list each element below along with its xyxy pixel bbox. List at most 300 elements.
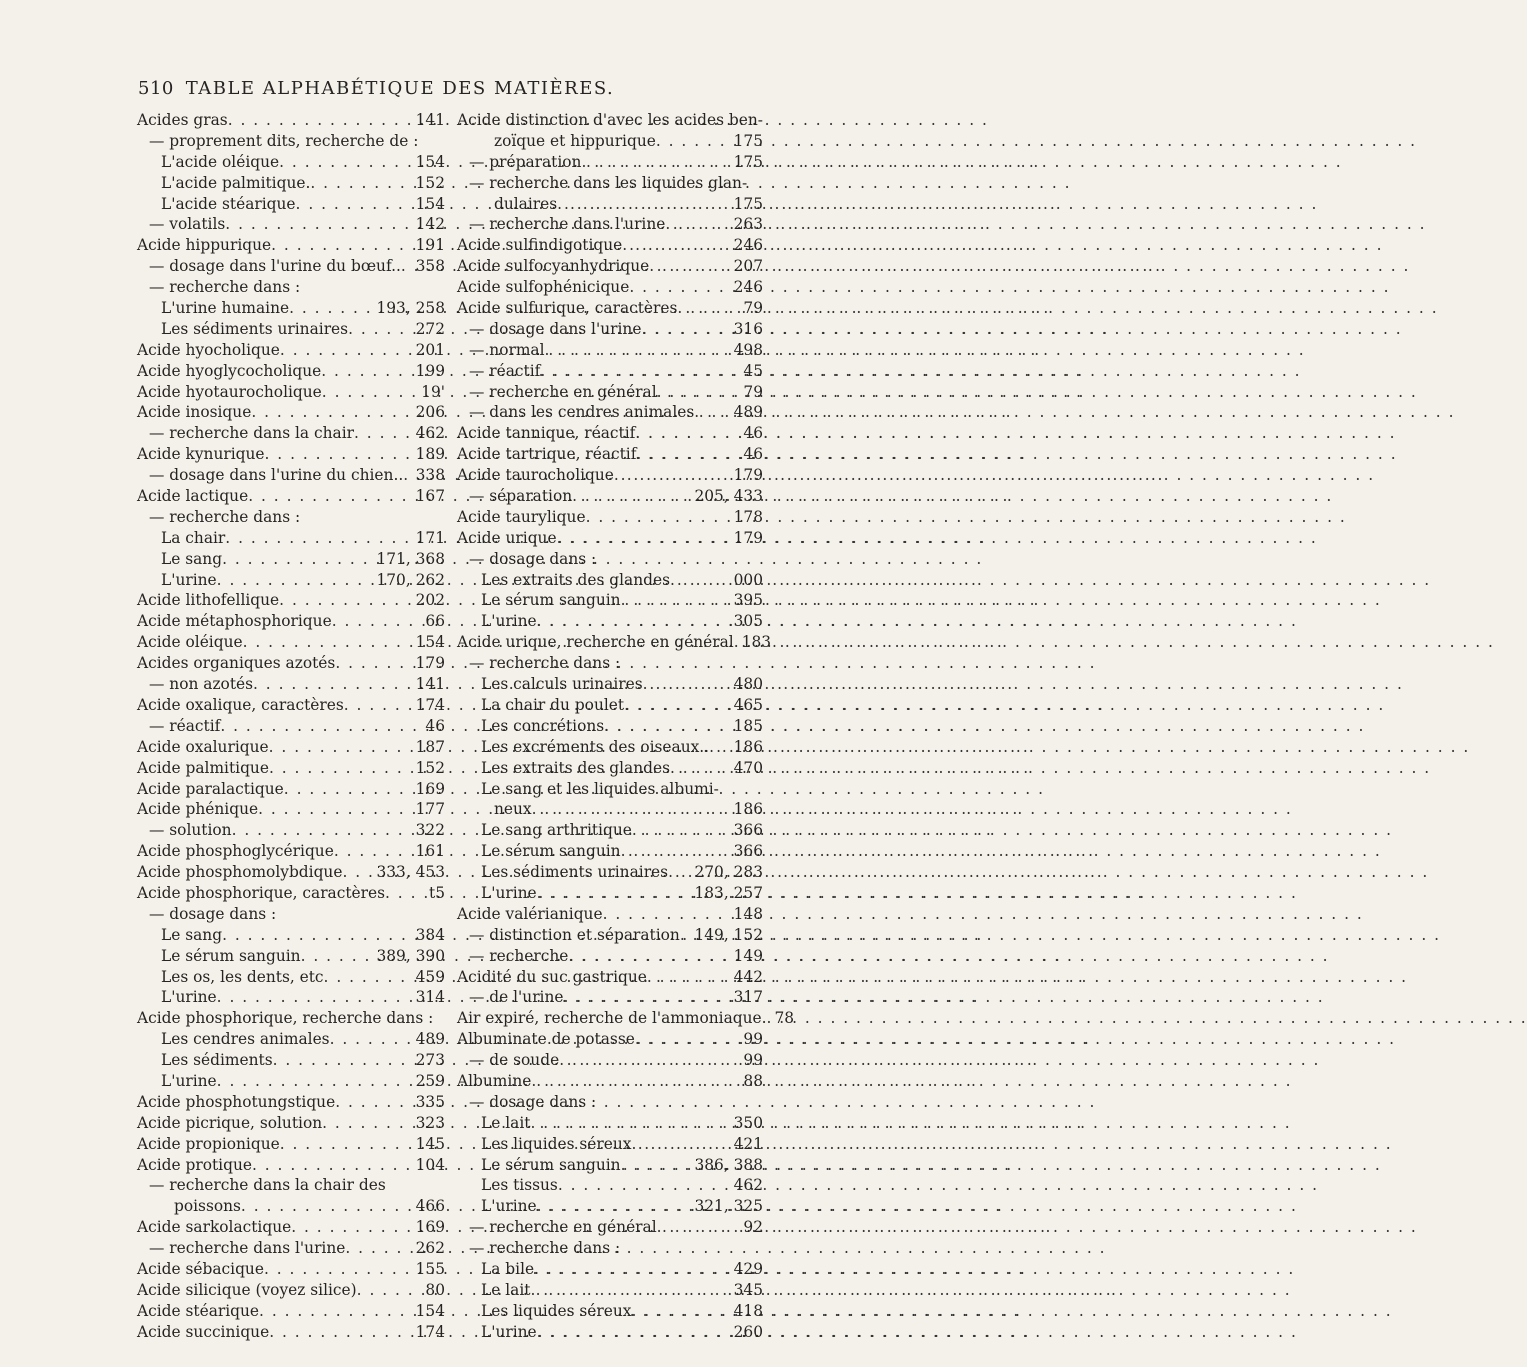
entry-text: Acide valérianique — [457, 904, 603, 923]
index-entry — [137, 1322, 445, 1343]
dot-leader — [354, 423, 412, 444]
dot-leader — [232, 820, 412, 841]
entry-page-number: 322 — [415, 821, 445, 840]
index-entry — [137, 277, 445, 298]
dot-leader — [635, 423, 739, 444]
entry-text: — recherche dans : — [469, 654, 621, 673]
dot-leader — [621, 841, 730, 862]
entry-text: Albuminate de potasse — [457, 1030, 635, 1049]
dot-leader — [225, 214, 411, 235]
entry-page-number: 395 — [733, 591, 763, 610]
entry-page-number: 167 — [415, 487, 445, 506]
index-entry — [457, 1259, 763, 1280]
entry-page-number: 183, 257 — [694, 883, 763, 902]
index-entry — [137, 361, 445, 382]
entry-text: L'urine — [481, 612, 537, 631]
dot-leader — [643, 674, 730, 695]
index-entry — [457, 465, 763, 486]
dot-leader — [677, 298, 739, 319]
dot-leader — [537, 1322, 730, 1343]
entry-page-number: 338 — [415, 466, 445, 485]
entry-page-number: 179 — [733, 528, 763, 547]
entry-text: La chair — [161, 528, 226, 547]
dot-leader — [269, 1322, 411, 1343]
dot-leader — [641, 319, 729, 340]
dot-leader — [348, 319, 412, 340]
dot-leader — [243, 632, 412, 653]
entry-text: Les sédiments — [161, 1051, 273, 1070]
entry-page-number: 418 — [733, 1301, 763, 1320]
entry-text: Les calculs urinaires — [481, 675, 643, 694]
entry-text: Acide sulfophénicique — [457, 278, 630, 297]
index-entry — [137, 904, 445, 925]
entry-page-number: 179 — [415, 654, 445, 673]
dot-leader — [222, 549, 372, 570]
index-entry — [137, 1029, 445, 1050]
entry-page-number: 186 — [733, 737, 763, 756]
entry-text: Acide phosphotungstique — [137, 1092, 336, 1111]
entry-text: neux — [494, 800, 532, 819]
entry-page-number: 333, 453 — [376, 863, 445, 882]
entry-text: Les concrétions — [481, 716, 605, 735]
entry-page-number: 207 — [733, 257, 763, 276]
entry-text: L'urine — [481, 1322, 537, 1341]
index-entry — [137, 1238, 445, 1259]
entry-page-number: 46 — [743, 445, 763, 464]
entry-page-number: 169 — [415, 1218, 445, 1237]
entry-text: Le sérum sanguin — [161, 946, 301, 965]
entry-page-number: 386, 388 — [694, 1155, 763, 1174]
index-entry — [137, 1259, 445, 1280]
dot-leader — [614, 465, 730, 486]
index-entry — [137, 486, 445, 507]
entry-page-number: 154 — [415, 633, 445, 652]
dot-leader — [291, 1217, 411, 1238]
dot-leader — [271, 235, 411, 256]
index-entry — [457, 946, 763, 967]
dot-leader — [622, 235, 729, 256]
entry-text: Acides gras — [137, 111, 228, 129]
dot-leader — [284, 779, 412, 800]
entry-page-number: 199 — [415, 361, 445, 380]
entry-text: — dosage dans l'urine — [469, 319, 642, 338]
entry-page-number: 183 — [741, 633, 772, 652]
index-column-right — [457, 110, 795, 1343]
index-entry — [457, 695, 763, 716]
entry-text: L'urine — [481, 883, 537, 902]
index-entry — [137, 632, 445, 653]
dot-leader — [403, 465, 411, 486]
entry-page-number: 321, 325 — [694, 1197, 763, 1216]
dot-leader — [537, 611, 730, 632]
index-entry — [137, 1113, 445, 1134]
entry-text: — recherche dans la chair — [149, 424, 354, 443]
dot-leader — [694, 402, 729, 423]
entry-text: Les cendres animales — [161, 1030, 330, 1049]
entry-text: — normal — [469, 340, 545, 359]
index-entry — [137, 758, 445, 779]
entry-text: — réactif — [469, 361, 541, 380]
index-entry — [457, 152, 763, 173]
dot-leader — [532, 799, 730, 820]
entry-text: — non azotés — [149, 675, 254, 694]
index-entry — [457, 779, 763, 800]
entry-page-number: 462 — [415, 424, 445, 443]
entry-text: Acide protique — [137, 1155, 252, 1174]
index-entry — [137, 528, 445, 549]
entry-text: Le lait — [481, 1280, 531, 1299]
index-entry — [137, 152, 445, 173]
index-entry — [457, 1092, 763, 1113]
index-entry — [137, 465, 445, 486]
running-title: TABLE ALPHABÉTIQUE DES MATIÈRES. — [185, 78, 615, 99]
entry-text: — recherche en général — [469, 1218, 657, 1237]
dot-leader — [279, 152, 411, 173]
dot-leader — [680, 925, 691, 946]
dot-leader — [647, 967, 730, 988]
entry-page-number: t5 — [429, 883, 445, 902]
entry-page-number: 316 — [733, 319, 763, 338]
entry-text: Acide hyotaurocholique — [137, 382, 322, 401]
index-entry — [457, 987, 763, 1008]
entry-page-number: 149, 152 — [694, 925, 763, 944]
entry-page-number: 154 — [415, 152, 445, 171]
dot-leader — [217, 570, 373, 591]
entry-page-number: 88 — [743, 1071, 763, 1090]
dot-leader — [335, 1092, 411, 1113]
index-entry — [137, 1217, 445, 1238]
entry-text: — recherche en général — [469, 382, 657, 401]
entry-text: Les liquides séreux — [481, 1301, 632, 1320]
dot-leader — [273, 1050, 412, 1071]
entry-text: Le sang arthritique — [481, 821, 632, 840]
entry-page-number: 145 — [415, 1134, 445, 1153]
index-entry — [457, 1301, 763, 1322]
dot-leader — [657, 382, 740, 403]
entry-text: Acide sulfocyanhydrique — [457, 257, 650, 276]
entry-page-number: 152 — [415, 173, 445, 192]
entry-page-number: 335 — [415, 1092, 445, 1111]
dot-leader — [668, 862, 690, 883]
dot-leader — [621, 1155, 691, 1176]
index-entry — [457, 1008, 795, 1029]
entry-text: L'urine humaine — [161, 299, 290, 318]
index-entry — [457, 382, 763, 403]
dot-leader — [289, 298, 372, 319]
index-entry — [457, 653, 763, 674]
dot-leader — [324, 967, 412, 988]
entry-text: — de l'urine — [469, 988, 564, 1007]
entry-text: — volatils — [149, 215, 226, 234]
entry-text: Les excréments des oiseaux.. — [481, 737, 710, 756]
dot-leader — [635, 1029, 740, 1050]
index-entry — [137, 444, 445, 465]
dot-leader — [632, 820, 730, 841]
entry-text: Acide lithofellique — [137, 591, 280, 610]
index-entry — [457, 173, 763, 194]
index-entry — [457, 423, 763, 444]
entry-text: — recherche dans la chair des — [149, 1176, 386, 1195]
entry-page-number: 205, 433 — [694, 487, 763, 506]
entry-page-number: 174 — [415, 695, 445, 714]
dot-leader — [264, 1259, 412, 1280]
index-column-left — [137, 110, 445, 1343]
index-entry — [137, 611, 445, 632]
entry-page-number: 442 — [733, 967, 763, 986]
dot-leader — [670, 570, 730, 591]
index-entry — [137, 1134, 445, 1155]
index-entry — [137, 298, 445, 319]
dot-leader — [649, 256, 729, 277]
entry-page-number: 317 — [733, 988, 763, 1007]
dot-leader — [248, 486, 411, 507]
index-entry — [137, 110, 445, 131]
index-entry — [137, 423, 445, 444]
index-entry — [137, 716, 445, 737]
entry-page-number: 270, 283 — [694, 863, 763, 882]
entry-text: Acide picrique, solution — [137, 1113, 323, 1132]
entry-page-number: 178 — [733, 507, 763, 526]
entry-page-number: 498 — [733, 340, 763, 359]
dot-leader — [401, 256, 412, 277]
index-entry — [137, 967, 445, 988]
index-entry — [457, 1196, 763, 1217]
index-entry — [137, 841, 445, 862]
entry-text: — réactif — [149, 716, 221, 735]
index-entry — [457, 361, 763, 382]
dot-leader — [557, 194, 729, 215]
dot-leader — [670, 758, 730, 779]
index-entry — [457, 611, 763, 632]
entry-page-number: 480 — [733, 675, 763, 694]
entry-page-number: 350 — [733, 1113, 763, 1132]
index-entry — [137, 925, 445, 946]
entry-text: Acides organiques azotés — [137, 654, 336, 673]
dot-leader — [665, 214, 729, 235]
entry-text: dulaires — [494, 194, 558, 213]
index-entry — [457, 1175, 763, 1196]
index-entry — [457, 758, 763, 779]
entry-text: Acide phénique — [137, 800, 259, 819]
index-entry — [137, 1008, 445, 1029]
entry-page-number: 177 — [415, 800, 445, 819]
dot-leader — [568, 946, 729, 967]
index-entry — [137, 820, 445, 841]
entry-text: — recherche dans l'urine — [469, 215, 666, 234]
dot-leader — [228, 110, 412, 131]
page-number: 510 — [138, 78, 174, 99]
dot-leader — [280, 1134, 412, 1155]
entry-page-number: 187 — [415, 737, 445, 756]
index-entry — [137, 549, 445, 570]
entry-text: Acide palmitique — [137, 758, 269, 777]
dot-leader — [534, 1259, 730, 1280]
entry-text: Acide silicique (voyez silice) — [137, 1280, 357, 1299]
index-entry — [137, 1050, 445, 1071]
dot-leader — [344, 695, 412, 716]
entry-text: Acide oxalurique — [137, 737, 269, 756]
index-entry — [457, 1113, 763, 1134]
entry-text: — dosage dans l'urine du bœuf.. — [149, 257, 401, 276]
index-entry — [137, 862, 445, 883]
entry-text: Acide tartrique, réactif — [457, 445, 637, 464]
entry-text: Acide urique — [457, 528, 557, 547]
entry-text: — proprement dits, recherche de : — [149, 131, 419, 150]
entry-page-number: 201 — [415, 340, 445, 359]
entry-page-number: 149 — [733, 946, 763, 965]
entry-page-number: 259 — [415, 1071, 445, 1090]
index-entry — [137, 883, 445, 904]
index-entry — [457, 131, 763, 152]
index-entry — [137, 1071, 445, 1092]
entry-page-number: 389, 390 — [376, 946, 445, 965]
entry-text: L'acide oléique — [161, 152, 280, 171]
index-entry — [457, 590, 763, 611]
entry-page-number: 171 — [415, 528, 445, 547]
entry-text: Acide kynurique — [137, 445, 265, 464]
dot-leader — [385, 883, 425, 904]
entry-text: Le sang — [161, 925, 223, 944]
index-entry — [137, 1155, 445, 1176]
index-entry — [457, 1071, 763, 1092]
index-entry — [457, 570, 763, 591]
entry-text: — recherche — [469, 946, 569, 965]
entry-text: Acide distinction d'avec les acides ben- — [457, 111, 763, 129]
entry-text: Acide paralactique — [137, 779, 284, 798]
entry-text: Le lait — [481, 1113, 531, 1132]
entry-text: — dosage dans : — [469, 549, 597, 568]
entry-page-number: 45 — [743, 361, 763, 380]
entry-page-number: 141 — [415, 675, 445, 694]
index-entry — [457, 716, 763, 737]
entry-text: Air expiré, recherche de l'ammoniaque. — [457, 1009, 767, 1028]
entry-text: Acide oxalique, caractères — [137, 695, 344, 714]
index-entry — [457, 1050, 763, 1071]
entry-text: Acidité du suc gastrique — [457, 967, 647, 986]
index-entry — [137, 194, 445, 215]
index-entry — [137, 173, 445, 194]
entry-page-number: 345 — [733, 1280, 763, 1299]
entry-text: Les sédiments urinaires — [161, 319, 349, 338]
entry-text: — recherche dans l'urine — [149, 1239, 346, 1258]
entry-text: Acide hippurique — [137, 236, 272, 255]
index-entry — [457, 674, 763, 695]
dot-leader — [530, 1113, 729, 1134]
entry-page-number: 46 — [425, 716, 445, 735]
dot-leader — [310, 173, 411, 194]
entry-text: L'urine — [161, 988, 217, 1007]
entry-text: La chair du poulet — [481, 695, 625, 714]
index-entry — [137, 1196, 445, 1217]
index-entry — [137, 256, 445, 277]
entry-page-number: 206 — [415, 403, 445, 422]
index-entry — [457, 632, 772, 653]
entry-page-number: 141 — [415, 111, 445, 129]
dot-leader — [657, 1217, 740, 1238]
dot-leader — [656, 131, 730, 152]
entry-text: — dans les cendres animales — [469, 403, 695, 422]
entry-page-number: 462 — [733, 1176, 763, 1195]
index-entry — [137, 590, 445, 611]
index-entry — [457, 925, 763, 946]
entry-page-number: 466 — [415, 1197, 445, 1216]
entry-text: Acide phosphorique, caractères — [137, 883, 386, 902]
index-entry — [137, 340, 445, 361]
entry-text: — préparation — [469, 152, 582, 171]
entry-text: Acide urique, recherche en général — [457, 633, 734, 652]
entry-text: — dosage dans : — [469, 1092, 597, 1111]
index-entry — [457, 883, 763, 904]
index-entry — [457, 298, 763, 319]
index-entry — [137, 799, 445, 820]
index-entry — [457, 1217, 763, 1238]
index-entry — [457, 1155, 763, 1176]
index-entry — [457, 277, 763, 298]
dot-leader — [572, 486, 690, 507]
entry-text: Le sang et les liquides albumi- — [481, 779, 719, 798]
index-entry — [137, 946, 445, 967]
entry-text: — séparation — [469, 487, 573, 506]
entry-page-number: 155 — [415, 1259, 445, 1278]
entry-text: Les extraits des glandes — [481, 758, 670, 777]
entry-page-number: 263 — [733, 215, 763, 234]
entry-page-number: 179 — [733, 466, 763, 485]
entry-text: Acide taurylique — [457, 507, 586, 526]
index-entry — [457, 340, 763, 361]
entry-text: Acide sulfindigotique — [457, 236, 623, 255]
index-entry — [137, 737, 445, 758]
entry-page-number: 384 — [415, 925, 445, 944]
entry-page-number: 193, 258 — [376, 299, 445, 318]
index-entry — [457, 402, 763, 423]
index-entry — [457, 549, 763, 570]
entry-page-number: 174 — [415, 1322, 445, 1341]
entry-page-number: 79 — [743, 382, 763, 401]
entry-text: Acide propionique — [137, 1134, 280, 1153]
dot-leader — [603, 904, 730, 925]
entry-page-number: 186 — [733, 800, 763, 819]
entry-text: — solution — [149, 821, 232, 840]
index-entry — [457, 486, 763, 507]
index-entry — [457, 862, 763, 883]
entry-page-number: 175 — [733, 152, 763, 171]
entry-page-number: 305 — [733, 612, 763, 631]
entry-page-number: 202 — [415, 591, 445, 610]
index-entry — [457, 799, 763, 820]
dot-leader — [322, 1113, 411, 1134]
entry-page-number: 152 — [415, 758, 445, 777]
entry-page-number: 000 — [733, 570, 763, 589]
entry-page-number: 175 — [733, 194, 763, 213]
entry-page-number: 191 — [415, 236, 445, 255]
entry-text: zoïque et hippurique — [494, 131, 656, 150]
index-entry — [137, 214, 445, 235]
dot-leader — [252, 1155, 412, 1176]
dot-leader — [269, 737, 412, 758]
entry-page-number: 80 — [425, 1280, 445, 1299]
entry-text: Acide oléique — [137, 633, 243, 652]
entry-text: Les sédiments urinaires — [481, 863, 669, 882]
index-entry — [137, 507, 445, 528]
entry-page-number: 19' — [421, 382, 445, 401]
dot-leader — [564, 987, 730, 1008]
entry-page-number: 148 — [733, 904, 763, 923]
dot-leader — [322, 382, 417, 403]
entry-page-number: 470 — [733, 758, 763, 777]
entry-text: Acide succinique — [137, 1322, 270, 1341]
dot-leader — [258, 799, 412, 820]
entry-text: Les tissus — [481, 1176, 558, 1195]
